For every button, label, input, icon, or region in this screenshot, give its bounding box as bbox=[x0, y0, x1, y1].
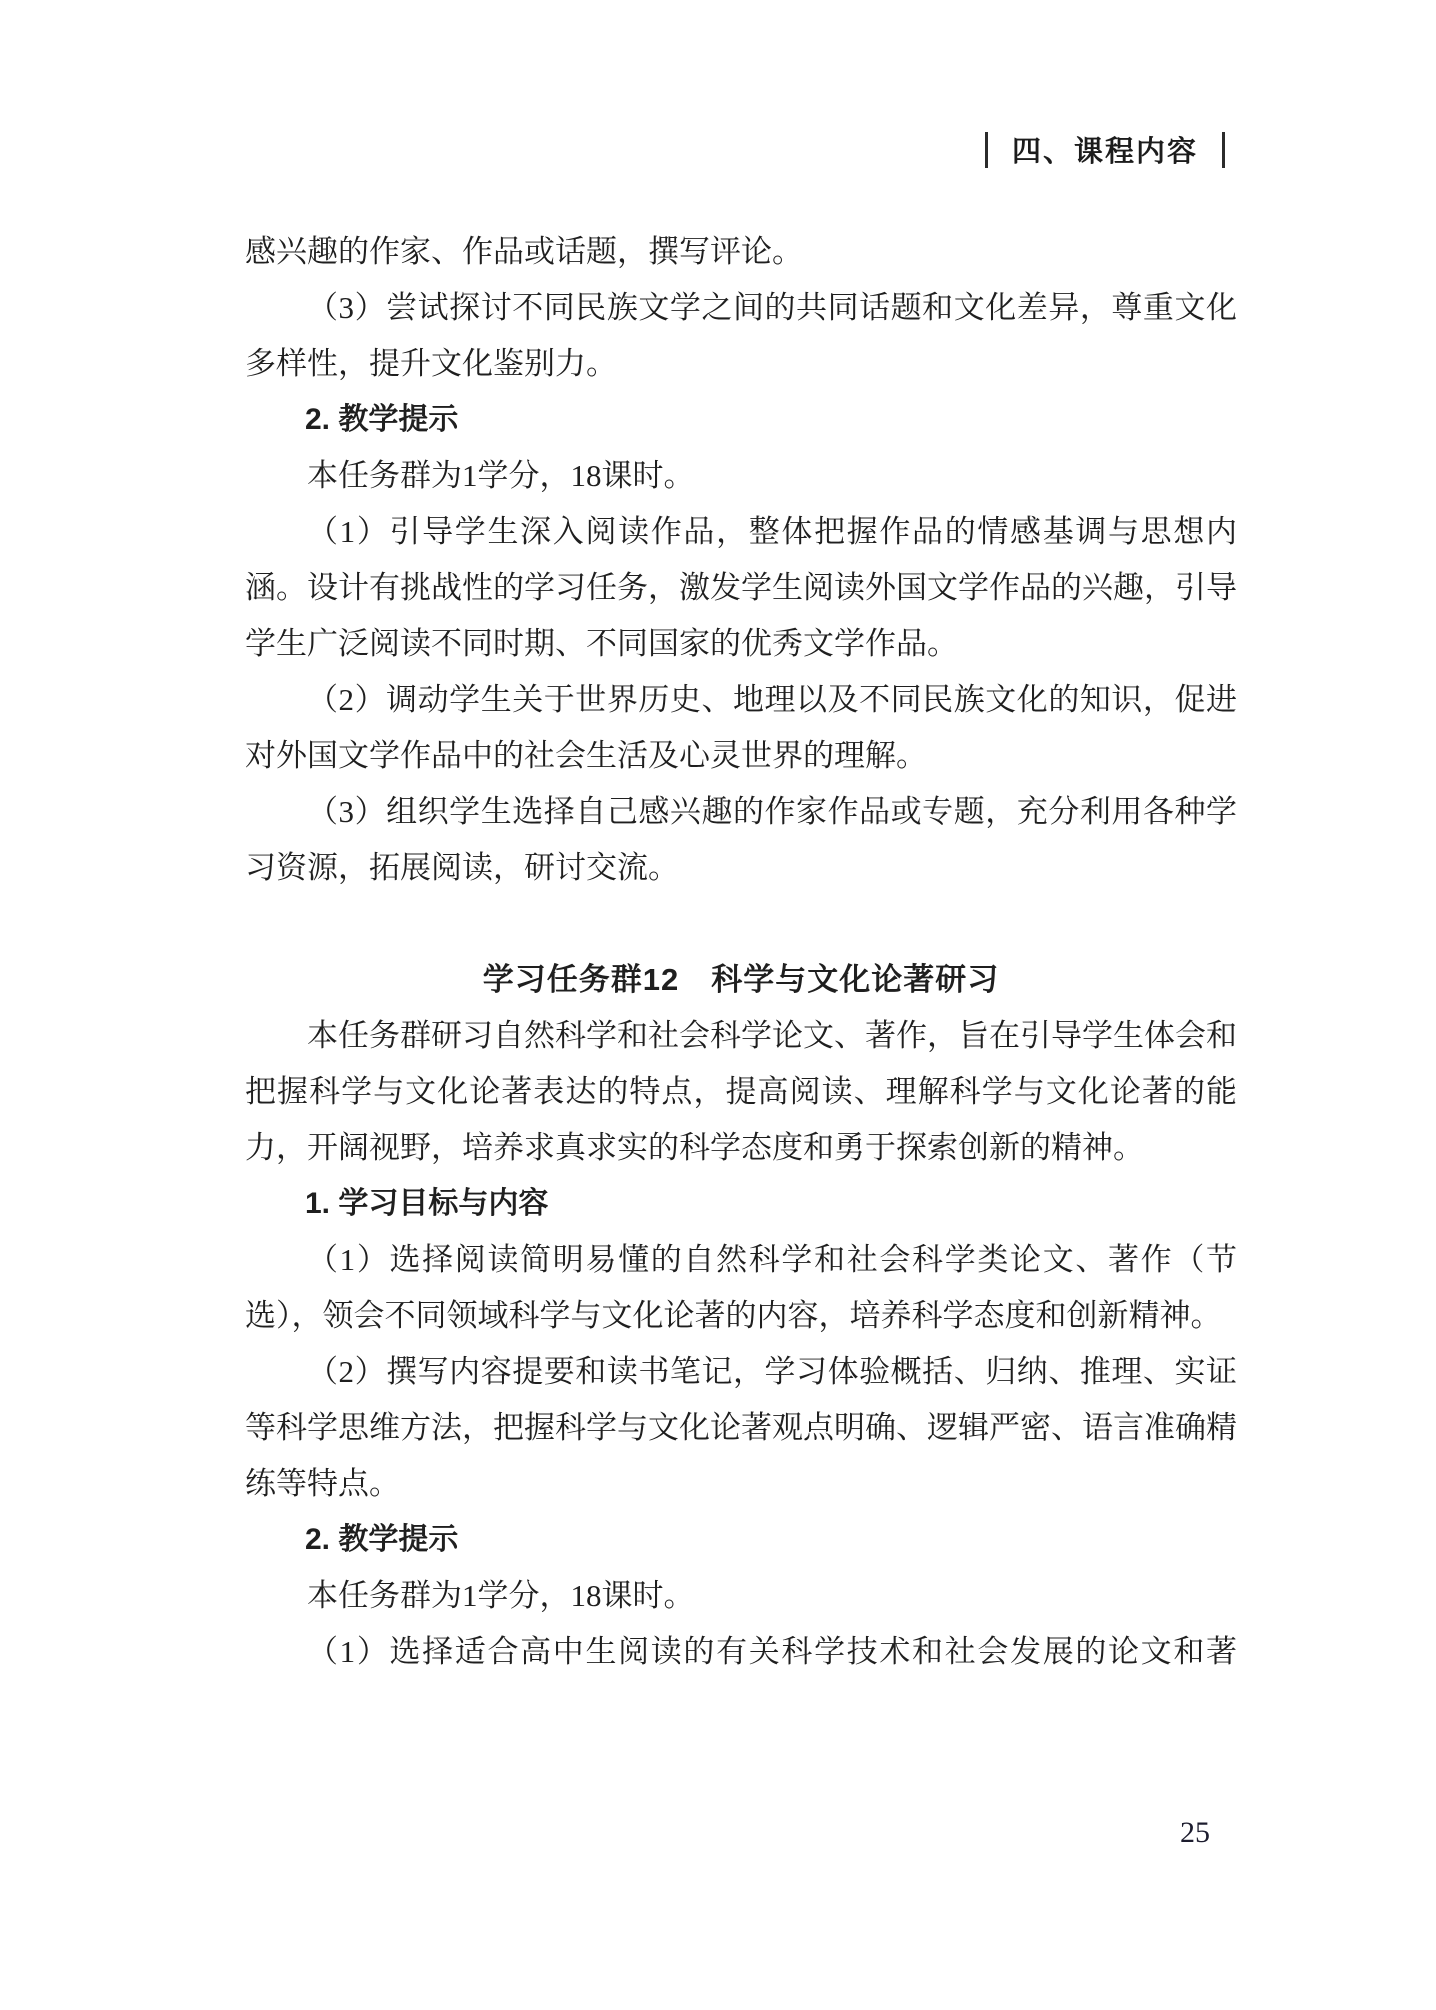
page-number: 25 bbox=[1180, 1816, 1210, 1849]
header-divider-right bbox=[1222, 132, 1225, 168]
paragraph: 本任务群为1学分，18课时。 bbox=[307, 1578, 695, 1613]
paragraph: （3）组织学生选择自己感兴趣的作家作品或专题，充分利用各种学习资源，拓展阅读，研讨交流。 bbox=[245, 794, 1237, 885]
paragraph-continuation: 感兴趣的作家、作品或话题，撰写评论。 bbox=[245, 234, 803, 269]
paragraph: （2）撰写内容提要和读书笔记，学习体验概括、归纳、推理、实证等科学思维方法，把握科学与文化论著观点明确、逻辑严密、语言准确精练等特点。 bbox=[245, 1354, 1237, 1501]
paragraph: （1）选择适合高中生阅读的有关科学技术和社会发展的论文和著 bbox=[307, 1634, 1237, 1669]
paragraph: （3）尝试探讨不同民族文学之间的共同话题和文化差异，尊重文化多样性，提升文化鉴别力。 bbox=[245, 290, 1237, 381]
header-divider-left bbox=[985, 132, 988, 168]
paragraph: 本任务群为1学分，18课时。 bbox=[307, 458, 695, 493]
paragraph: （1）引导学生深入阅读作品，整体把握作品的情感基调与思想内涵。设计有挑战性的学习任务，激发学生阅读外国文学作品的兴趣，引导学生广泛阅读不同时期、不同国家的优秀文学作品。 bbox=[245, 514, 1237, 661]
paragraph: 本任务群研习自然科学和社会科学论文、著作，旨在引导学生体会和把握科学与文化论著表达的特点，提高阅读、理解科学与文化论著的能力，开阔视野，培养求真求实的科学态度和勇于探索创新的精神。 bbox=[245, 1018, 1237, 1165]
section-heading: 2. 教学提示 bbox=[305, 403, 459, 436]
paragraph: （1）选择阅读简明易懂的自然科学和社会科学类论文、著作（节选），领会不同领域科学与文化论著的内容，培养科学态度和创新精神。 bbox=[245, 1242, 1237, 1333]
section-heading: 1. 学习目标与内容 bbox=[305, 1187, 549, 1220]
page-body bbox=[245, 224, 1237, 1680]
section-heading: 2. 教学提示 bbox=[305, 1523, 459, 1556]
task-group-title: 学习任务群12 科学与文化论著研习 bbox=[482, 962, 1000, 997]
running-header bbox=[985, 129, 1225, 170]
paragraph: （2）调动学生关于世界历史、地理以及不同民族文化的知识，促进对外国文学作品中的社会生活及心灵世界的理解。 bbox=[245, 682, 1237, 773]
header-title: 四、课程内容 bbox=[1012, 136, 1199, 168]
